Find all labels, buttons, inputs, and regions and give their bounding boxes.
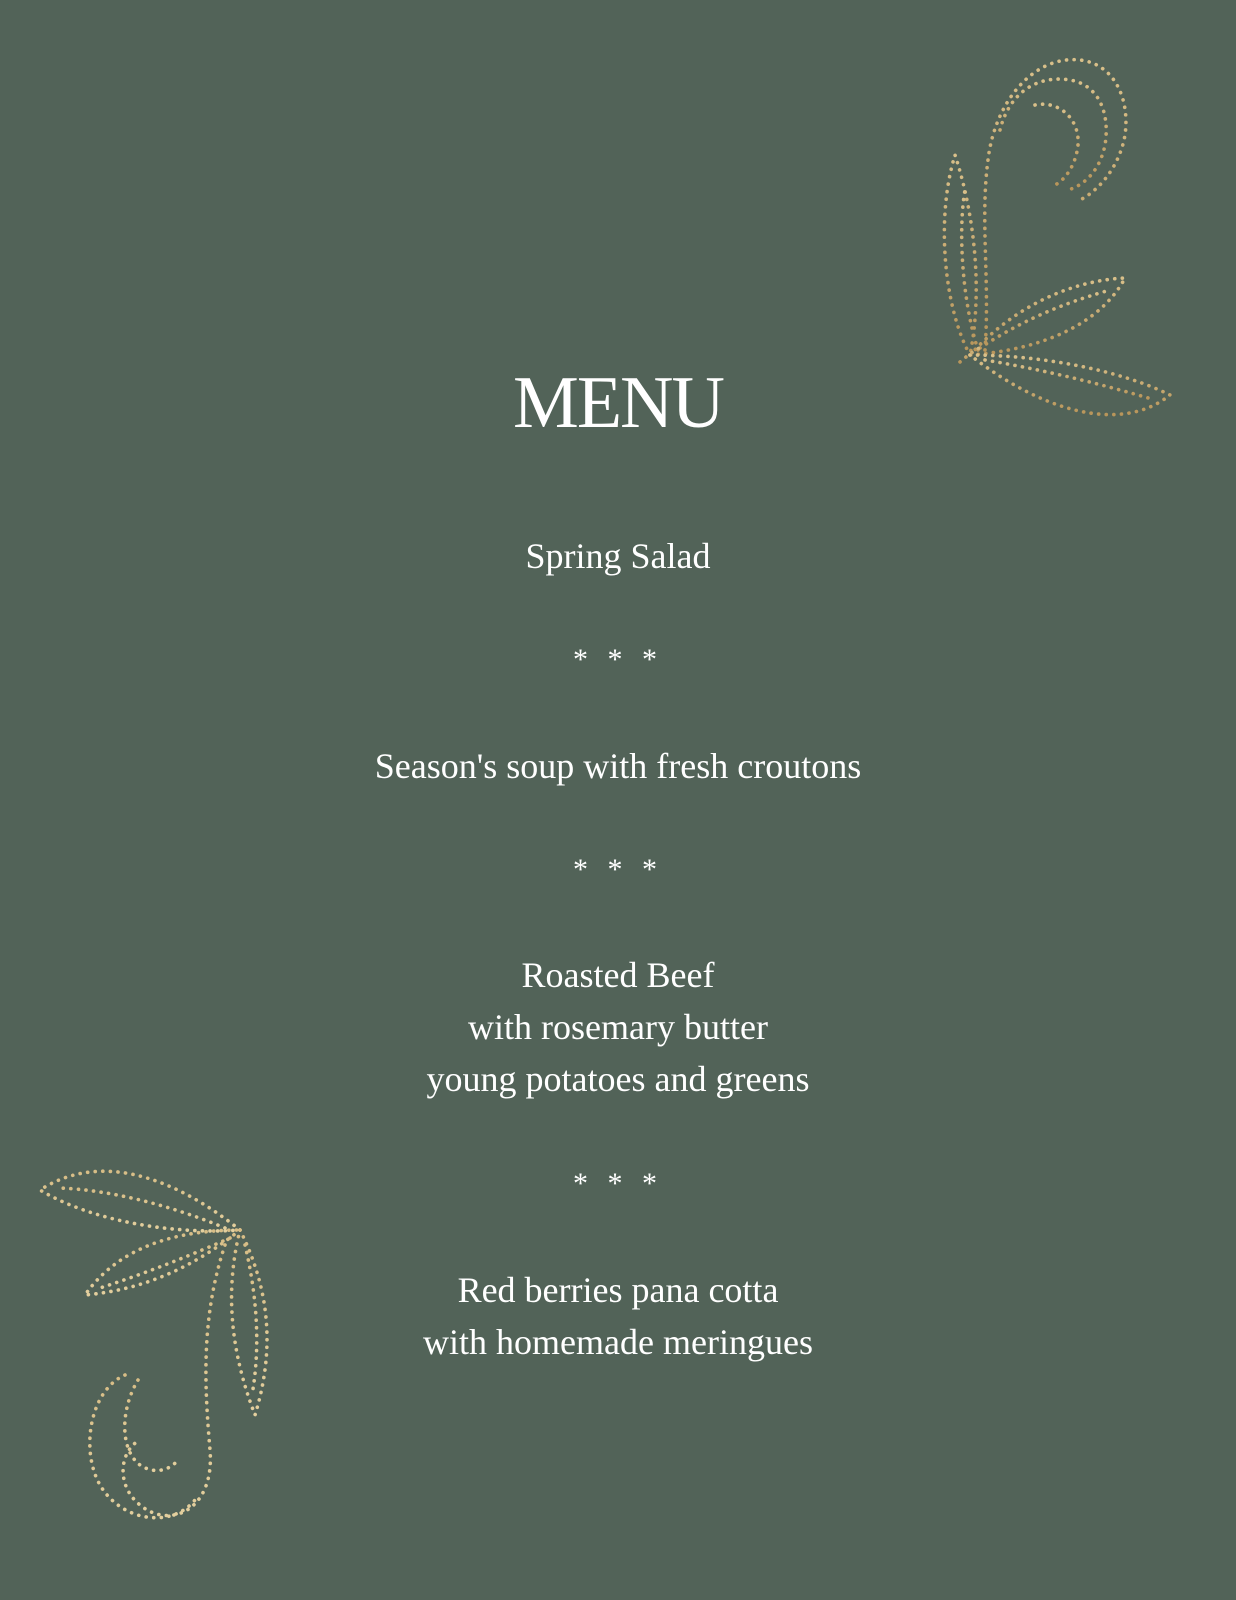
dish-line: Season's soup with fresh croutons	[374, 746, 862, 786]
course-separator: * * *	[573, 643, 663, 676]
dish-line: Red berries pana cotta	[457, 1270, 779, 1310]
course-starter	[0, 530, 1236, 582]
dish-line: Spring Salad	[525, 536, 711, 576]
course-separator: * * *	[573, 1167, 663, 1200]
course-main	[0, 949, 1236, 1105]
dish-line: with rosemary butter	[468, 1007, 768, 1047]
course-soup	[0, 740, 1236, 792]
dish-line: with homemade meringues	[423, 1322, 813, 1362]
course-separator: * * *	[573, 853, 663, 886]
dish-line: young potatoes and greens	[426, 1059, 810, 1099]
menu-title: MENU	[513, 362, 723, 444]
dish-line: Roasted Beef	[521, 955, 715, 995]
course-dessert	[0, 1264, 1236, 1368]
